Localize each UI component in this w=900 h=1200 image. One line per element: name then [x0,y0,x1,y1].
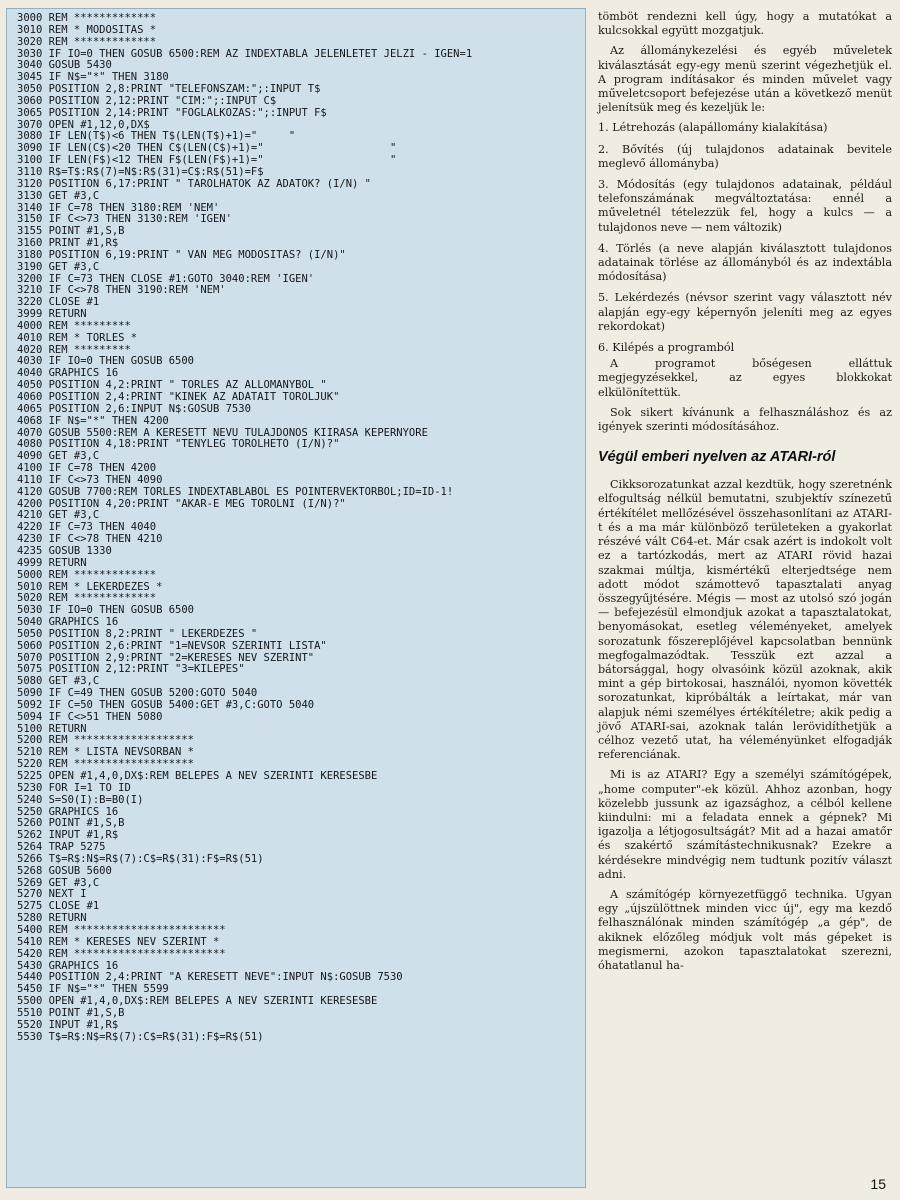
code-line: 4010 REM * TORLES * [17,331,138,344]
code-line: 5230 FOR I=1 TO ID [17,781,131,794]
code-line: 5010 REM * LEKERDEZES * [17,580,163,593]
code-line: 5092 IF C=50 THEN GOSUB 5400:GET #3,C:GOTO 5040 [17,698,315,711]
code-line: 5250 GRAPHICS 16 [17,805,119,818]
menu-item: 2. Bővítés (új tulajdonos adatainak bevitele meglevő állományba) [598,142,892,170]
code-line: 4100 IF C=78 THEN 4200 [17,462,157,475]
code-line: 3020 REM ************* [17,35,157,48]
code-line: 5420 REM ************************ [17,947,226,960]
section-heading: Végül emberi nyelven az ATARI-ról [598,449,836,466]
code-line: 5510 POINT #1,S,B [17,1006,125,1019]
code-line: 5264 TRAP 5275 [17,841,106,854]
paragraph: Sok sikert kívánunk a felhasználáshoz és az igények szerinti módosításához. [598,405,892,434]
code-line: 4120 GOSUB 7700:REM TORLES INDEXTABLABOL ES POINTERVEKTORBOL;ID=ID-1! [17,485,454,498]
code-line: 5060 POSITION 2,6:PRINT "1=NEVSOR SZERINTI LISTA" [17,639,327,652]
code-line: 3180 POSITION 6,19:PRINT " VAN MEG MODOSITAS? (I/N)" [17,248,346,261]
code-line: 3155 POINT #1,S,B [17,225,125,238]
page-number: 15 [870,1176,886,1192]
code-line: 5210 REM * LISTA NEVSORBAN * [17,746,195,759]
paragraph: Az állománykezelési és egyéb műveletek kiválasztását egy-egy menü szerint végezhetjük el. A program indításakor és minden művelet vagy műveletcsoport befejezése után a következő menüt jelenítsük meg és kezeljük le: [598,44,892,115]
code-line: 5268 GOSUB 5600 [17,864,112,877]
code-line: 3045 IF N$="*" THEN 3180 [17,71,169,84]
code-line: 3220 CLOSE #1 [17,296,100,309]
code-line: 3080 IF LEN(T$)<6 THEN T$(LEN(T$)+1)=" " [17,130,296,143]
code-line: 3130 GET #3,C [17,189,100,202]
code-line: 4210 GET #3,C [17,509,100,522]
menu-item: 5. Lekérdezés (névsor szerint vagy választott név alapján egy-egy képernyőn jeleníti meg az egyes rekordokat) [598,291,892,333]
code-line: 5262 INPUT #1,R$ [17,829,119,842]
code-line: 5050 POSITION 8,2:PRINT " LEKERDEZES " [17,627,258,640]
paragraph: A számítógép környezetfüggő technika. Ugyan egy „újszülöttnek minden vicc új", egy ma kezdő felhasználónak minden számítógép „a gép", de akiknek előzőleg módjuk volt más gépeket is megismerni, azokon tapasztalatokat szerezni, óhatatlanul ha- [598,887,892,972]
code-line: 3000 REM ************* [17,12,157,24]
code-line: 5200 REM ******************* [17,734,195,747]
code-line: 5240 S=S0(I):B=B0(I) [17,793,144,806]
code-line: 3050 POSITION 2,8:PRINT "TELEFONSZAM:";:INPUT T$ [17,83,321,96]
code-line: 5000 REM ************* [17,568,157,581]
paragraph: A programot bőségesen elláttuk megjegyzésekkel, az egyes blokkokat elkülönítettük. [598,357,892,399]
menu-item: 4. Törlés (a neve alapján kiválasztott tulajdonos adatainak törlése az állományból és az indextábla módosítása) [598,241,892,284]
basic-code-listing [6,8,586,1188]
code-line: 5225 OPEN #1,4,0,DX$:REM BELEPES A NEV SZERINTI KERESESBE [17,770,378,782]
code-line: 5266 T$=R$:N$=R$(7):C$=R$(31):F$=R$(51) [17,852,264,865]
code-line: 5100 RETURN [17,722,87,735]
code-line: 3150 IF C<>73 THEN 3130:REM 'IGEN' [17,213,232,226]
code-line: 5030 IF IO=0 THEN GOSUB 6500 [17,604,195,617]
code-line: 4235 GOSUB 1330 [17,544,112,557]
code-line: 3065 POSITION 2,14:PRINT "FOGLALKOZAS:";:INPUT F$ [17,106,327,119]
code-line: 5270 NEXT I [17,888,87,901]
code-line: 3100 IF LEN(F$)<12 THEN F$(LEN(F$)+1)=" " [17,154,397,167]
code-line: 3120 POSITION 6,17:PRINT " TAROLHATOK AZ ADATOK? (I/N) " [17,177,372,190]
code-line: 5094 IF C<>51 THEN 5080 [17,710,163,723]
code-line: 5520 INPUT #1,R$ [17,1018,119,1031]
code-line: 5530 T$=R$:N$=R$(7):C$=R$(31):F$=R$(51) [17,1030,264,1043]
code-line: 5020 REM ************* [17,592,157,605]
code-line: 4050 POSITION 4,2:PRINT " TORLES AZ ALLOMANYBOL " [17,379,327,392]
code-line: 3210 IF C<>78 THEN 3190:REM 'NEM' [17,284,226,297]
code-line: 4000 REM ********* [17,319,131,332]
code-line: 3060 POSITION 2,12:PRINT "CIM:";:INPUT C$ [17,94,277,107]
code-line: 5070 POSITION 2,9:PRINT "2=KERESES NEV SZERINT" [17,651,315,664]
code-line: 4080 POSITION 4,18:PRINT "TENYLEG TOROLHETO (I/N)?" [17,438,340,451]
paragraph: tömböt rendezni kell úgy, hogy a mutatókat a kulcsokkal együtt mozgatjuk. [598,10,892,38]
code-line: 4068 IF N$="*" THEN 4200 [17,414,169,427]
code-line: 3070 OPEN #1,12,0,DX$ [17,118,150,131]
code-line: 5220 REM ******************* [17,758,195,771]
code-line: 4020 REM ********* [17,343,131,356]
code-line: 3030 IF IO=0 THEN GOSUB 6500:REM AZ INDEXTABLA JELENLETET JELZI - IGEN=1 [17,47,473,60]
code-line: 5269 GET #3,C [17,876,100,889]
code-line: 4090 GET #3,C [17,450,100,463]
code-line: 5080 GET #3,C [17,675,100,688]
code-line: 5275 CLOSE #1 [17,900,100,913]
menu-item: 6. Kilépés a programból [598,341,735,355]
code-line: 5500 OPEN #1,4,0,DX$:REM BELEPES A NEV SZERINTI KERESESBE [17,995,378,1008]
code-line: 4110 IF C<>73 THEN 4090 [17,473,163,486]
code-line: 3090 IF LEN(C$)<20 THEN C$(LEN(C$)+1)=" " [17,142,397,155]
code-line: 4040 GRAPHICS 16 [17,367,119,380]
code-line: 3110 R$=T$:R$(7)=N$:R$(31)=C$:R$(51)=F$ [17,165,264,178]
code-line: 3160 PRINT #1,R$ [17,237,119,250]
code-line: 5410 REM * KERESES NEV SZERINT * [17,935,220,948]
code-line: 5075 POSITION 2,12:PRINT "3=KILEPES" [17,663,245,676]
code-line: 4999 RETURN [17,556,87,569]
code-line: 4030 IF IO=0 THEN GOSUB 6500 [17,355,195,368]
paragraph: Cikksorozatunkat azzal kezdtük, hogy szeretnénk elfogultság nélkül bemutatni, szubjektív színezetű értékítélet mellőzésével összehasonlítani az ATARI-t és a ma már különböző területeken a gyakorlat részévé vált C64-et. Már csak azért is indokolt volt ez a tartózkodás, mert az ATARI rövid hazai szakmai múltja, kismértékű elterjedtsége nem adott módot számottevő tapasztalati anyag összegyűjtésére. Mégis — most az utolsó szó jogán — befejezésül elmondjuk azokat a tapasztalatokat, benyomásokat, esetleg véleményeket, amelyek sorozatunk főszereplőjével kapcsolatban bennünk megfogalmazódtak. Tesszük ezt azzal a bátorsággal, hogy olvasóink közül azoknak, akik mint a gép birtokosai, használói, nyomon követték sorozatunkat, kipróbálták a leírtakat, már van alapjuk némi személyes értékítéletre; akik pedig a jövő ATARI-sai, azoknak talán lerövidíthetjük a célhoz vezető utat, ha véleményünket elfogadják referenciának. [598,478,892,762]
code-line: 5440 POSITION 2,4:PRINT "A KERESETT NEVE":INPUT N$:GOSUB 7530 [17,971,403,984]
code-line: 5260 POINT #1,S,B [17,817,125,830]
code-line: 4065 POSITION 2,6:INPUT N$:GOSUB 7530 [17,402,251,415]
menu-item: 3. Módosítás (egy tulajdonos adatainak, például telefonszámának megváltoztatása: ennél a műveletnél tételezzük fel, hogy a kulcs — a tulajdonos neve — nem változik) [598,178,892,234]
code-line: 5430 GRAPHICS 16 [17,959,119,972]
code-line: 4200 POSITION 4,20:PRINT "AKAR-E MEG TOROLNI (I/N)?" [17,497,346,510]
code-line: 5280 RETURN [17,912,87,925]
code-line: 3200 IF C=73 THEN CLOSE #1:GOTO 3040:REM 'IGEN' [17,272,315,285]
paragraph: Mi is az ATARI? Egy a személyi számítógépek, „home computer"-ek közül. Ahhoz azonban, hogy közelebb jussunk az igazsághoz, a célból kellene kiindulni: mi a feladata ennek a gépnek? Mi igazolja a létjogosultságát? Mit ad a hazai amatőr és szakértő számítástechnikusnak? Ezekre a kérdésekre mindvégig nem tudtunk pozitív választ adni. [598,768,892,881]
code-line: 5090 IF C=49 THEN GOSUB 5200:GOTO 5040 [17,687,258,700]
code-line: 3999 RETURN [17,308,87,321]
code-line: 4060 POSITION 2,4:PRINT "KINEK AZ ADATAIT TOROLJUK" [17,391,340,403]
code-line: 3040 GOSUB 5430 [17,59,112,72]
code-line: 5040 GRAPHICS 16 [17,616,119,629]
code-line: 4220 IF C=73 THEN 4040 [17,521,157,534]
code-line: 5400 REM ************************ [17,923,226,936]
article-column [598,10,892,979]
code-line: 3140 IF C=78 THEN 3180:REM 'NEM' [17,201,220,214]
menu-item: 1. Létrehozás (alapállomány kialakítása) [598,121,828,135]
code-line: 5450 IF N$="*" THEN 5599 [17,983,169,996]
code-line: 3010 REM * MODOSITAS * [17,23,157,36]
code-line: 3190 GET #3,C [17,260,100,273]
code-line: 4070 GOSUB 5500:REM A KERESETT NEVU TULAJDONOS KIIRASA KEPERNYORE [17,426,428,439]
code-line: 4230 IF C<>78 THEN 4210 [17,533,163,546]
